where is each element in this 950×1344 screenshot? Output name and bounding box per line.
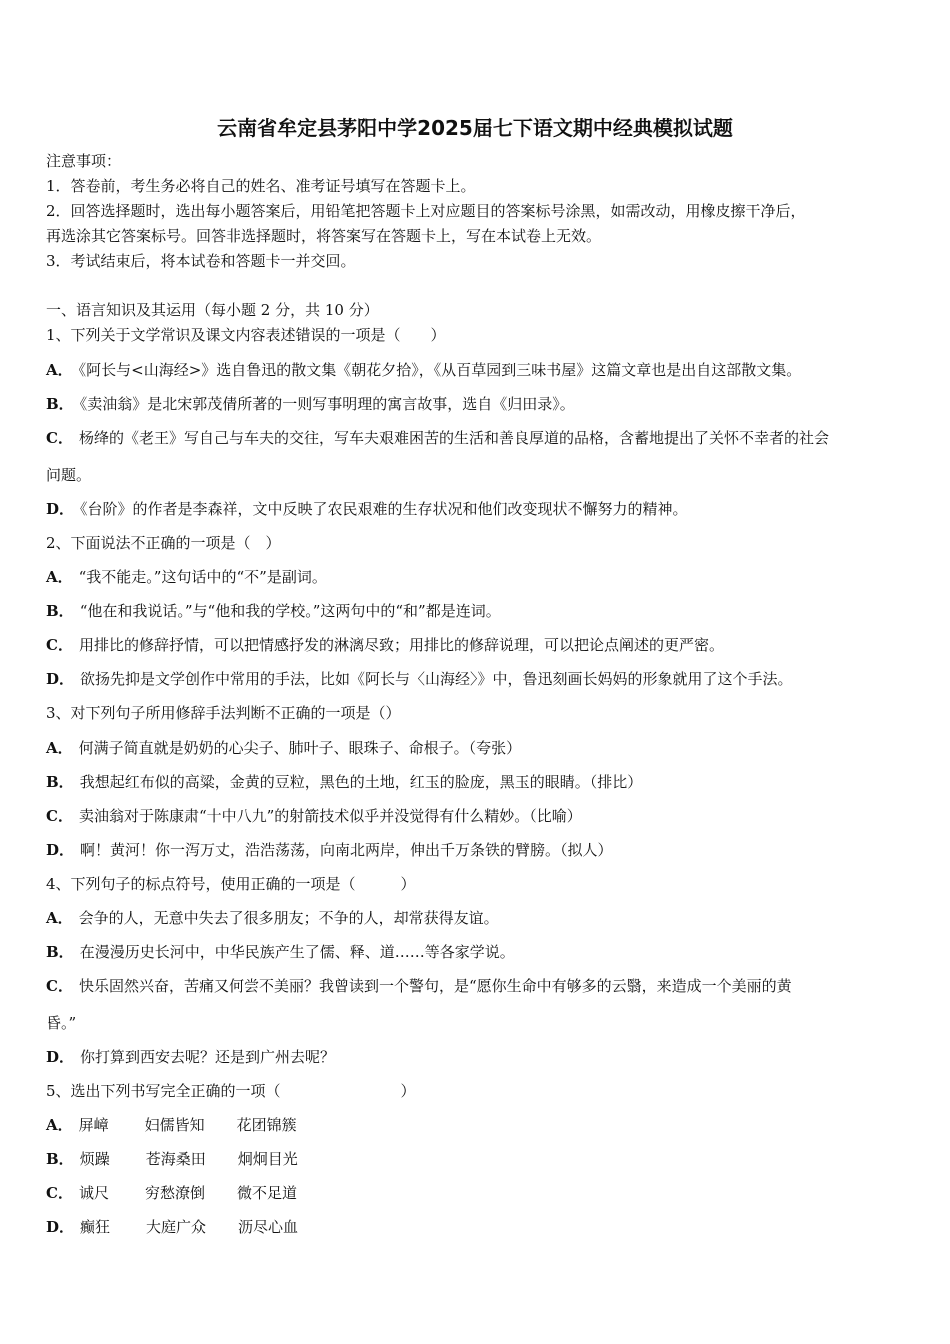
option-letter: C．: [46, 1184, 73, 1202]
question-2-stem: 2、下面说法不正确的一项是（ ）: [46, 534, 281, 552]
option-text: 《卖油翁》是北宋郭茂倩所著的一则写事明理的寓言故事，选自《归田录》。: [79, 395, 575, 413]
word: 炯炯目光: [237, 1150, 298, 1168]
option-letter: A．: [46, 1116, 73, 1134]
question-5-option-a: [46, 1115, 910, 1135]
question-4-option-a: [46, 908, 910, 928]
option-letter: B．: [46, 602, 74, 620]
question-3-option-b: [46, 772, 910, 792]
notice-item-3: 3．考试结束后，将本试卷和答题卡一并交回。: [46, 252, 356, 270]
option-text: 在漫漫历史长河中，中华民族产生了儒、释、道……等各家学说。: [79, 943, 515, 961]
option-letter: A．: [46, 909, 73, 927]
notice-item-2: 2．回答选择题时，选出每小题答案后，用铅笔把答题卡上对应题目的答案标号涂黑，如需改动，用橡皮擦干净后，: [46, 202, 806, 220]
word: 苍海桑田: [145, 1150, 206, 1168]
question-4-option-b: [46, 942, 910, 962]
notice-heading: 注意事项：: [46, 152, 122, 170]
question-1-stem: 1、下列关于文学常识及课文内容表述错误的一项是（ ）: [46, 326, 446, 344]
notice-item-2-cont: 再选涂其它答案标号。回答非选择题时，将答案写在答题卡上，写在本试卷上无效。: [46, 227, 602, 245]
question-1-option-c-cont: 问题。: [46, 466, 92, 484]
question-3-option-c: [46, 806, 910, 826]
question-5-option-b: [46, 1149, 910, 1169]
option-letter: D．: [46, 670, 75, 688]
word: 妇儒皆知: [144, 1116, 205, 1134]
word: 屏嶂: [78, 1116, 109, 1134]
word: 大庭广众: [146, 1218, 207, 1236]
page-title: 云南省牟定县茅阳中学2025届七下语文期中经典模拟试题: [217, 116, 733, 140]
question-1-option-c: [46, 428, 910, 448]
option-letter: B．: [46, 1150, 74, 1168]
question-3-option-a: [46, 738, 910, 758]
option-text: 《阿长与<山海经>》选自鲁迅的散文集《朝花夕拾》，《从百草园到三味书屋》这篇文章也是出自这部散文集。: [78, 361, 802, 379]
word: 穷愁潦倒: [144, 1184, 205, 1202]
question-5-option-c: [46, 1183, 910, 1203]
question-4-option-c: [46, 976, 910, 996]
option-text: 会争的人，无意中失去了很多朋友；不争的人，却常获得友谊。: [78, 909, 499, 927]
question-2-option-b: [46, 601, 910, 621]
option-text: 用排比的修辞抒情，可以把情感抒发的淋漓尽致；用排比的修辞说理，可以把论点阐述的更严密。: [78, 636, 724, 654]
question-5-stem: 5、选出下列书写完全正确的一项（ ）: [46, 1082, 416, 1100]
option-letter: C．: [46, 429, 73, 447]
option-letter: D．: [46, 1218, 75, 1236]
option-letter: A．: [46, 739, 73, 757]
option-text: 欲扬先抑是文学创作中常用的手法，比如《阿长与〈山海经〉》中，鲁迅刻画长妈妈的形象就用了这个手法。: [80, 670, 793, 688]
question-2-option-c: [46, 635, 910, 655]
section-heading: 一、语言知识及其运用（每小题 2 分，共 10 分）: [46, 301, 379, 319]
question-2-option-a: [46, 567, 910, 587]
question-1-option-d: [46, 499, 910, 519]
word: 微不足道: [236, 1184, 297, 1202]
option-text: 我想起红布似的高粱，金黄的豆粒，黑色的土地，红玉的脸庞，黑玉的眼睛。（排比）: [79, 773, 643, 791]
option-letter: D．: [46, 841, 75, 859]
question-3-option-d: [46, 840, 910, 860]
option-letter: D．: [46, 1048, 75, 1066]
question-4-stem: 4、下列句子的标点符号，使用正确的一项是（ ）: [46, 875, 416, 893]
option-text: 何满子简直就是奶奶的心尖子、肺叶子、眼珠子、命根子。（夸张）: [78, 739, 522, 757]
option-letter: D．: [46, 500, 75, 518]
word: 花团锦簇: [236, 1116, 297, 1134]
word: 沥尽心血: [238, 1218, 299, 1236]
question-4-option-c-cont: 昏。”: [46, 1014, 77, 1032]
question-2-option-d: [46, 669, 910, 689]
question-4-option-d: [46, 1047, 910, 1067]
option-letter: B．: [46, 395, 74, 413]
word: 癫狂: [80, 1218, 111, 1236]
option-letter: A．: [46, 361, 73, 379]
option-letter: C．: [46, 977, 73, 995]
question-1-option-a: [46, 360, 910, 380]
option-text: 快乐固然兴奋，苦痛又何尝不美丽？我曾读到一个警句，是“愿你生命中有够多的云翳，来造成一个美丽的黄: [78, 977, 792, 995]
option-text: 《台阶》的作者是李森祥，文中反映了农民艰难的生存状况和他们改变现状不懈努力的精神。: [80, 500, 688, 518]
word: 诚尺: [78, 1184, 109, 1202]
option-text: “我不能走。”这句话中的“不”是副词。: [78, 568, 327, 586]
question-5-option-d: [46, 1217, 910, 1237]
option-text: 啊！黄河！你一泻万丈，浩浩荡荡，向南北两岸，伸出千万条铁的臂膀。（拟人）: [80, 841, 613, 859]
word: 烦躁: [79, 1150, 110, 1168]
option-letter: A．: [46, 568, 73, 586]
option-letter: C．: [46, 636, 73, 654]
notice-item-1: 1．答卷前，考生务必将自己的姓名、准考证号填写在答题卡上。: [46, 177, 476, 195]
option-letter: C．: [46, 807, 73, 825]
option-text: 卖油翁对于陈康肃“十中八九”的射箭技术似乎并没觉得有什么精妙。（比喻）: [78, 807, 582, 825]
option-text: 你打算到西安去呢？还是到广州去呢？: [80, 1048, 336, 1066]
option-letter: B．: [46, 773, 74, 791]
question-3-stem: 3、对下列句子所用修辞手法判断不正确的一项是（）: [46, 704, 401, 722]
option-letter: B．: [46, 943, 74, 961]
question-1-option-b: [46, 394, 910, 414]
option-text: 杨绛的《老王》写自己与车夫的交往，写车夫艰难困苦的生活和善良厚道的品格，含蓄地提出了关怀不幸者的社会: [78, 429, 829, 447]
option-text: “他在和我说话。”与“他和我的学校。”这两句中的“和”都是连词。: [79, 602, 501, 620]
